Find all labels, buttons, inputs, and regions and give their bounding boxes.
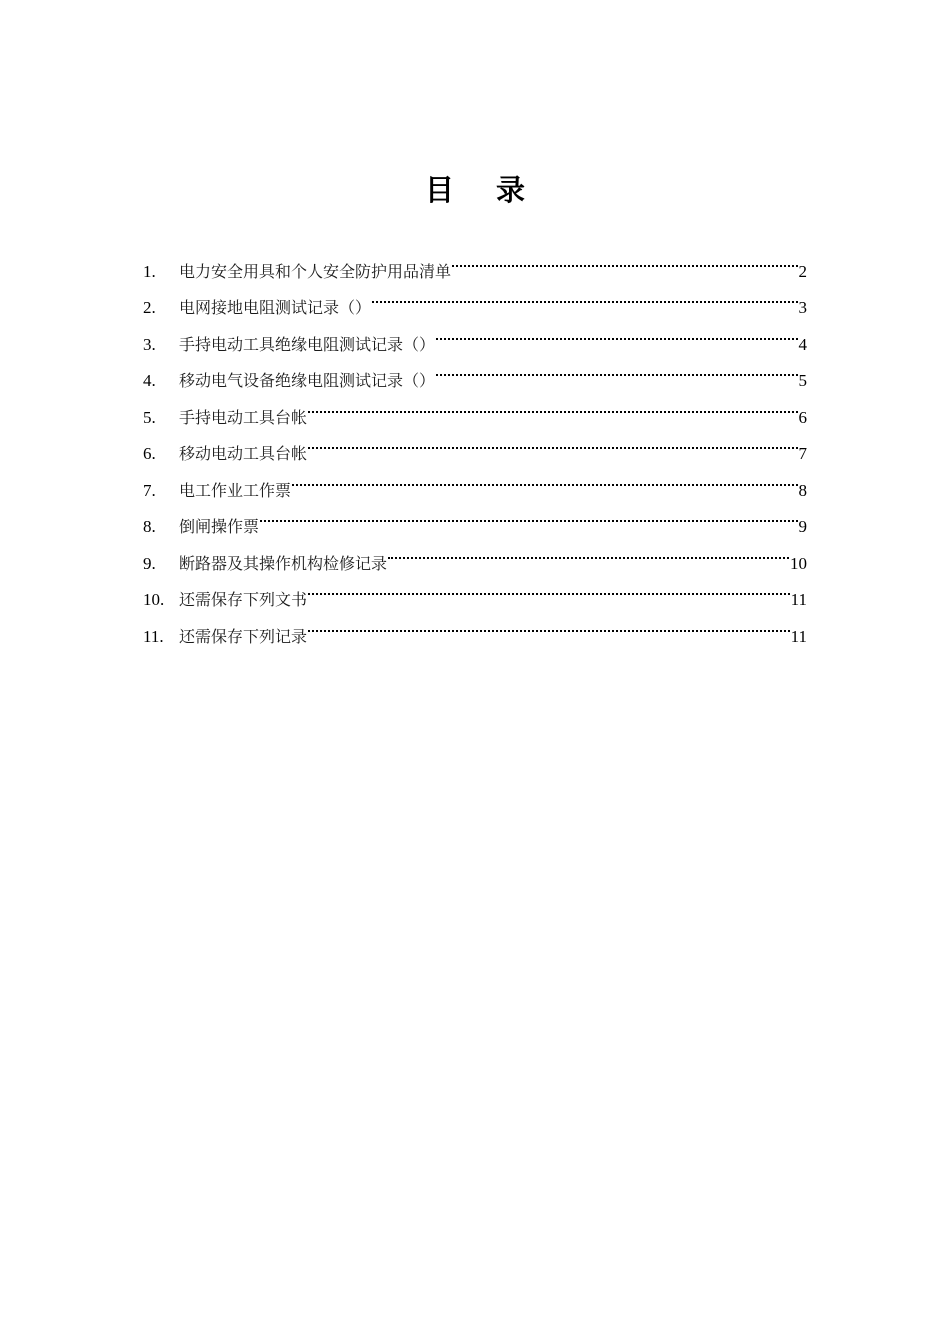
toc-entry-label: 移动电动工具台帐 [179,444,308,463]
toc-entry-page: 8 [798,480,807,500]
toc-entry-page: 11 [790,590,807,609]
toc-entry-label: 手持电动工具绝缘电阻测试记录（） [179,334,436,354]
toc-entry-number: 9. [143,553,156,573]
toc-entry-page: 10 [790,553,807,573]
toc-entry-page: 4 [798,334,807,354]
toc-entry-page: 6 [798,407,807,427]
toc-entry-page: 2 [798,261,807,281]
toc-entry-number: 7. [143,480,156,500]
toc-entry-label: 移动电气设备绝缘电阻测试记录（） [179,371,436,390]
toc-entry-number: 8. [143,517,156,536]
toc-dot-leader [435,313,798,350]
toc-entry-label: 还需保存下列记录 [179,626,308,646]
toc-dot-leader [291,459,798,496]
toc-title: 目 录 [424,173,542,207]
toc-entry-label: 电网接地电阻测试记录（） [179,298,372,317]
toc-entry-number: 6. [143,444,156,463]
toc-entry-page: 9 [798,517,807,536]
toc-list [143,240,807,646]
toc-entry-page: 11 [790,626,807,646]
toc-entry-number: 3. [143,334,156,354]
toc-entry-number: 5. [143,407,156,427]
toc-entry-number: 4. [143,371,156,390]
toc-entry-number: 11. [143,626,164,646]
toc-dot-leader [307,423,798,460]
toc-dot-leader [451,240,798,277]
toc-dot-leader [259,496,798,533]
toc-dot-leader [307,605,791,642]
toc-dot-leader [435,350,798,387]
toc-entry-page: 3 [798,298,807,317]
toc-entry-label: 断路器及其操作机构检修记录 [179,553,388,573]
toc-dot-leader [307,386,798,423]
toc-entry-label: 电工作业工作票 [179,480,292,500]
toc-entry-page: 7 [798,444,807,463]
toc-entry[interactable] [143,240,807,281]
toc-dot-leader [307,569,791,606]
toc-entry-label: 还需保存下列文书 [179,590,308,609]
toc-entry-page: 5 [798,371,807,390]
toc-dot-leader [371,277,798,314]
toc-entry-number: 1. [143,261,156,281]
toc-entry-number: 10. [143,590,165,609]
toc-entry-label: 手持电动工具台帐 [179,407,308,427]
toc-dot-leader [387,532,790,569]
toc-entry-number: 2. [143,298,156,317]
toc-entry-label: 电力安全用具和个人安全防护用品清单 [179,261,452,281]
toc-entry-label: 倒闸操作票 [179,517,260,536]
